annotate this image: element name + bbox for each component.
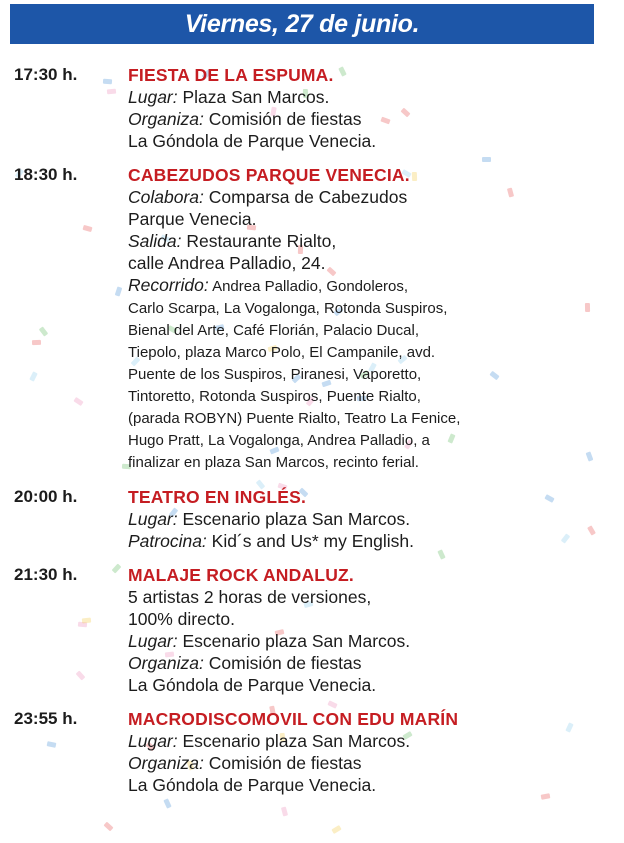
route-line xyxy=(128,274,600,298)
event-detail-line xyxy=(128,752,600,774)
route-line xyxy=(128,386,600,408)
event-detail-line xyxy=(128,508,600,530)
detail-label: Lugar: xyxy=(128,87,178,107)
event-item xyxy=(0,708,600,796)
event-item xyxy=(0,164,600,474)
event-time: 20:00 h. xyxy=(14,487,78,506)
confetti-piece xyxy=(331,825,341,834)
event-detail-line xyxy=(128,230,600,252)
event-details xyxy=(128,564,600,696)
event-title: TEATRO EN INGLÉS. xyxy=(128,487,307,507)
event-detail-line xyxy=(128,252,600,274)
event-detail-line xyxy=(128,186,600,208)
detail-text: Escenario plaza San Marcos. xyxy=(182,731,411,751)
detail-text: Escenario plaza San Marcos. xyxy=(182,631,411,651)
route-text: Carlo Scarpa, La Vogalonga, Rotonda Suspiros, xyxy=(128,300,448,317)
event-details xyxy=(128,486,600,552)
detail-label: Organiza: xyxy=(128,753,204,773)
confetti-piece xyxy=(103,822,113,832)
event-detail-line xyxy=(128,208,600,230)
event-detail-line xyxy=(128,586,600,608)
event-time: 17:30 h. xyxy=(14,65,78,84)
detail-label: Lugar: xyxy=(128,731,178,751)
detail-text: Comisión de fiestas xyxy=(208,753,362,773)
route-text: Bienal del Arte, Café Florián, Palacio Ducal, xyxy=(128,322,419,339)
event-detail-line xyxy=(128,530,600,552)
detail-label: Salida: xyxy=(128,231,182,251)
route-text: finalizar en plaza San Marcos, recinto ferial. xyxy=(128,454,419,471)
detail-text: Parque Venecia. xyxy=(128,209,257,229)
event-title: MALAJE ROCK ANDALUZ. xyxy=(128,565,354,585)
detail-text: Kid´s and Us* my English. xyxy=(211,531,414,551)
date-header-title: Viernes, 27 de junio. xyxy=(184,9,420,38)
detail-label: Lugar: xyxy=(128,509,178,529)
detail-text: Restaurante Rialto, xyxy=(186,231,337,251)
route-text: Tintoretto, Rotonda Suspiros, Puente Rialto, xyxy=(128,388,421,405)
route-line xyxy=(128,298,600,320)
route-line xyxy=(128,408,600,430)
event-title: MACRODISCOMOVIL CON EDU MARÍN xyxy=(128,709,459,729)
detail-label: Patrocina: xyxy=(128,531,207,551)
event-item xyxy=(0,64,600,152)
detail-text: 100% directo. xyxy=(128,609,236,629)
event-program xyxy=(0,64,600,808)
event-time: 18:30 h. xyxy=(14,165,78,184)
event-detail-line xyxy=(128,108,600,130)
event-detail-line xyxy=(128,608,600,630)
detail-text: Escenario plaza San Marcos. xyxy=(182,509,411,529)
route-text: Hugo Pratt, La Vogalonga, Andrea Palladio, a xyxy=(128,432,430,449)
detail-text: Comisión de fiestas xyxy=(208,109,362,129)
event-time: 21:30 h. xyxy=(14,565,78,584)
detail-text: La Góndola de Parque Venecia. xyxy=(128,131,377,151)
event-item xyxy=(0,564,600,696)
detail-text: La Góndola de Parque Venecia. xyxy=(128,775,377,795)
route-line xyxy=(128,452,600,474)
detail-text: Comisión de fiestas xyxy=(208,653,362,673)
date-header-banner xyxy=(10,4,594,44)
event-details xyxy=(128,708,600,796)
event-title: FIESTA DE LA ESPUMA. xyxy=(128,65,334,85)
route-line xyxy=(128,342,600,364)
event-details xyxy=(128,64,600,152)
event-details xyxy=(128,164,600,474)
event-detail-line xyxy=(128,652,600,674)
detail-text: calle Andrea Palladio, 24. xyxy=(128,253,326,273)
route-line xyxy=(128,364,600,386)
route-text: Andrea Palladio, Gondoleros, xyxy=(212,278,409,295)
event-detail-line xyxy=(128,86,600,108)
detail-label: Lugar: xyxy=(128,631,178,651)
route-label: Recorrido: xyxy=(128,275,209,295)
event-detail-line xyxy=(128,630,600,652)
detail-label: Organiza: xyxy=(128,653,204,673)
detail-text: Plaza San Marcos. xyxy=(182,87,330,107)
event-detail-line xyxy=(128,130,600,152)
event-time: 23:55 h. xyxy=(14,709,78,728)
route-line xyxy=(128,430,600,452)
route-text: (parada ROBYN) Puente Rialto, Teatro La Fenice, xyxy=(128,410,461,427)
event-detail-line xyxy=(128,730,600,752)
event-detail-line xyxy=(128,774,600,796)
detail-label: Colabora: xyxy=(128,187,204,207)
event-title: CABEZUDOS PARQUE VENECIA. xyxy=(128,165,410,185)
event-detail-line xyxy=(128,674,600,696)
event-item xyxy=(0,486,600,552)
detail-text: La Góndola de Parque Venecia. xyxy=(128,675,377,695)
route-text: Puente de los Suspiros, Piranesi, Vaporetto, xyxy=(128,366,422,383)
route-text: Tiepolo, plaza Marco Polo, El Campanile, avd. xyxy=(128,344,436,361)
detail-text: 5 artistas 2 horas de versiones, xyxy=(128,587,372,607)
detail-text: Comparsa de Cabezudos xyxy=(208,187,408,207)
confetti-piece xyxy=(281,807,288,817)
detail-label: Organiza: xyxy=(128,109,204,129)
route-line xyxy=(128,320,600,342)
